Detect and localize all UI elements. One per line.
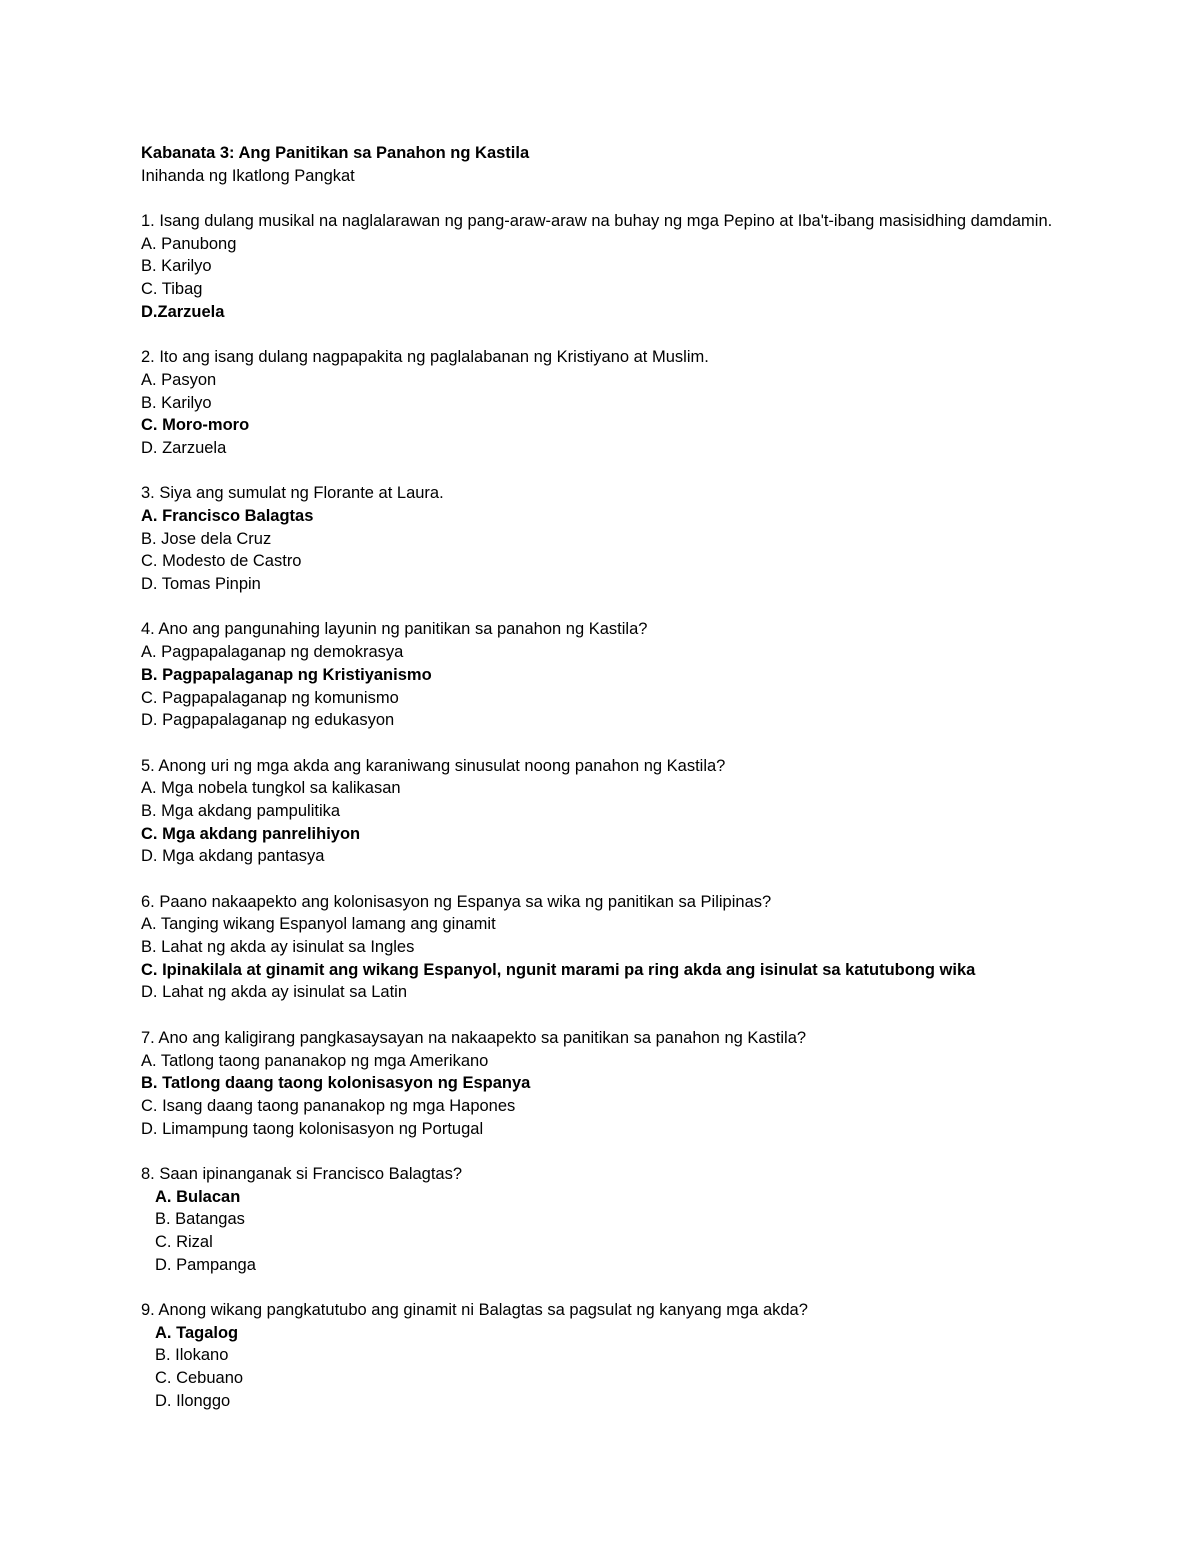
option-b: B. Batangas <box>155 1210 245 1229</box>
option-a: A. Mga nobela tungkol sa kalikasan <box>141 779 401 798</box>
question-list <box>141 210 1141 1412</box>
option-b: B. Lahat ng akda ay isinulat sa Ingles <box>141 938 415 957</box>
option-c: C. Isang daang taong pananakop ng mga Hapones <box>141 1096 516 1115</box>
question-text: 7. Ano ang kaligirang pangkasaysayan na nakaapekto sa panitikan sa panahon ng Kastila? <box>141 1028 807 1047</box>
option-c-correct: C. Ipinakilala at ginamit ang wikang Espanyol, ngunit marami pa ring akda ang isinulat sa katutubong wika <box>141 960 976 979</box>
spacer <box>141 187 1141 210</box>
question-text: 6. Paano nakaapekto ang kolonisasyon ng Espanya sa wika ng panitikan sa Pilipinas? <box>141 892 772 911</box>
option-d: D. Ilonggo <box>155 1391 231 1410</box>
option-c: C. Cebuano <box>155 1369 244 1388</box>
option-b: B. Karilyo <box>141 393 212 412</box>
option-b-correct: B. Tatlong daang taong kolonisasyon ng Espanya <box>141 1074 531 1093</box>
option-d: D. Pampanga <box>155 1255 256 1274</box>
spacer <box>141 596 1141 619</box>
option-d-correct: D.Zarzuela <box>141 302 225 321</box>
option-c: C. Modesto de Castro <box>141 552 302 571</box>
option-d: D. Limampung taong kolonisasyon ng Portugal <box>141 1119 484 1138</box>
option-d: D. Zarzuela <box>141 438 227 457</box>
question-9 <box>141 1299 1141 1412</box>
spacer <box>141 732 1141 755</box>
document-subtitle: Inihanda ng Ikatlong Pangkat <box>141 166 355 185</box>
option-b: B. Jose dela Cruz <box>141 529 272 548</box>
option-c: C. Rizal <box>155 1233 213 1251</box>
question-1 <box>141 210 1141 346</box>
option-d: D. Pagpapalaganap ng edukasyon <box>141 711 395 730</box>
document-page <box>141 142 1141 1413</box>
option-b: B. Ilokano <box>155 1346 229 1365</box>
spacer <box>141 460 1141 483</box>
document-title: Kabanata 3: Ang Panitikan sa Panahon ng Kastila <box>141 144 530 162</box>
option-a: A. Tatlong taong pananakop ng mga Amerikano <box>141 1051 489 1070</box>
option-a: A. Panubong <box>141 234 237 253</box>
question-7 <box>141 1027 1141 1163</box>
option-d: D. Tomas Pinpin <box>141 575 261 594</box>
option-a-correct: A. Bulacan <box>155 1187 241 1206</box>
option-a: A. Tanging wikang Espanyol lamang ang ginamit <box>141 915 496 934</box>
question-text: 5. Anong uri ng mga akda ang karaniwang sinusulat noong panahon ng Kastila? <box>141 756 726 775</box>
option-a: A. Pagpapalaganap ng demokrasya <box>141 643 404 662</box>
question-text: 1. Isang dulang musikal na naglalarawan ng pang-araw-araw na buhay ng mga Pepino at Iba't-ibang masisidhing damdamin. <box>141 212 1053 231</box>
spacer <box>141 1276 1141 1299</box>
question-6 <box>141 891 1141 1027</box>
option-c: C. Pagpapalaganap ng komunismo <box>141 688 399 707</box>
option-a-correct: A. Tagalog <box>155 1323 239 1342</box>
spacer <box>141 1140 1141 1163</box>
spacer <box>141 324 1141 347</box>
option-b: B. Karilyo <box>141 257 212 276</box>
option-a: A. Pasyon <box>141 370 217 389</box>
question-8 <box>141 1163 1141 1299</box>
question-text: 4. Ano ang pangunahing layunin ng panitikan sa panahon ng Kastila? <box>141 620 648 639</box>
question-text: 8. Saan ipinanganak si Francisco Balagtas? <box>141 1164 463 1183</box>
option-d: D. Mga akdang pantasya <box>141 847 325 866</box>
question-2 <box>141 346 1141 482</box>
option-d: D. Lahat ng akda ay isinulat sa Latin <box>141 983 408 1002</box>
option-b-correct: B. Pagpapalaganap ng Kristiyanismo <box>141 665 432 684</box>
spacer <box>141 868 1141 891</box>
question-3 <box>141 482 1141 618</box>
question-text: 2. Ito ang isang dulang nagpapakita ng paglalabanan ng Kristiyano at Muslim. <box>141 348 709 367</box>
question-text: 3. Siya ang sumulat ng Florante at Laura. <box>141 484 444 503</box>
option-c-correct: C. Moro-moro <box>141 416 250 435</box>
question-text: 9. Anong wikang pangkatutubo ang ginamit ni Balagtas sa pagsulat ng kanyang mga akda? <box>141 1301 808 1320</box>
question-4 <box>141 618 1141 754</box>
question-5 <box>141 755 1141 891</box>
option-b: B. Mga akdang pampulitika <box>141 801 341 820</box>
option-c: C. Tibag <box>141 280 203 299</box>
option-a-correct: A. Francisco Balagtas <box>141 507 314 525</box>
spacer <box>141 1004 1141 1027</box>
option-c-correct: C. Mga akdang panrelihiyon <box>141 824 361 843</box>
